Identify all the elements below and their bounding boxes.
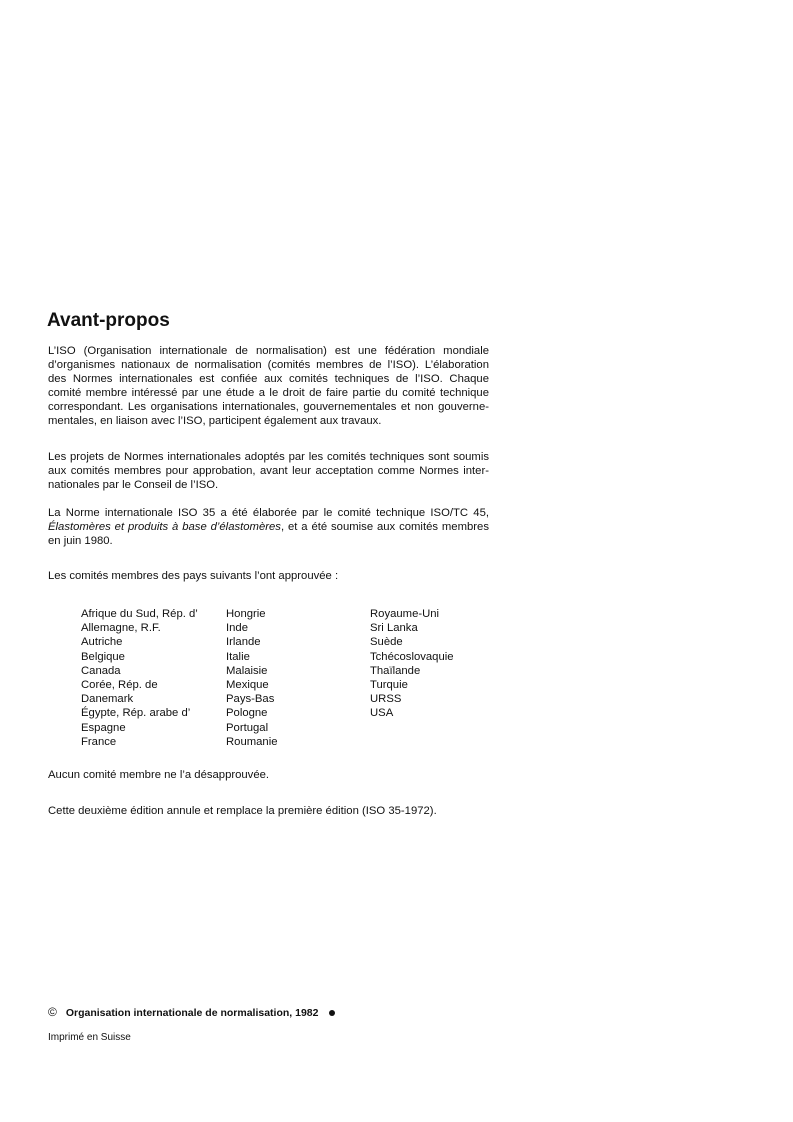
text-line: des Normes internationales est confiée aux comités techniques de l’ISO. Chaque bbox=[48, 373, 489, 385]
paragraph-approval-process bbox=[48, 450, 489, 492]
text-line: mentales, en liaison avec l’ISO, participent également aux travaux. bbox=[48, 415, 382, 427]
copyright-line bbox=[48, 1005, 335, 1019]
country-item: Allemagne, R.F. bbox=[81, 622, 161, 635]
text-line: La Norme internationale ISO 35 a été élaborée par le comité technique ISO/TC 45, bbox=[48, 507, 489, 519]
country-item: Inde bbox=[226, 622, 248, 635]
text-line: L’ISO (Organisation internationale de normalisation) est une fédération mondiale bbox=[48, 345, 489, 357]
text-line: d’organismes nationaux de normalisation (comités membres de l’ISO). L’élaboration bbox=[48, 359, 489, 371]
text-line: aux comités membres pour approbation, avant leur acceptation comme Normes inter- bbox=[48, 465, 489, 477]
country-item: Autriche bbox=[81, 636, 123, 649]
country-item: Irlande bbox=[226, 636, 261, 649]
copyright-icon: © bbox=[48, 1005, 57, 1019]
country-item: Turquie bbox=[370, 679, 408, 692]
country-item: Pologne bbox=[226, 707, 268, 720]
disapproval-note: Aucun comité membre ne l’a désapprouvée. bbox=[48, 769, 270, 781]
country-item: Thaïlande bbox=[370, 664, 421, 677]
country-item: Italie bbox=[226, 650, 250, 663]
printed-in: Imprimé en Suisse bbox=[48, 1032, 131, 1043]
country-item: Tchécoslovaquie bbox=[370, 650, 454, 663]
country-item: Afrique du Sud, Rép. d’ bbox=[81, 608, 198, 620]
copyright-text: Organisation internationale de normalisation, 1982 bbox=[65, 1007, 319, 1019]
country-item: Canada bbox=[81, 664, 121, 677]
text-line: nationales par le Conseil de l’ISO. bbox=[48, 479, 219, 491]
country-item: Espagne bbox=[81, 721, 126, 734]
country-item: Portugal bbox=[226, 721, 269, 734]
country-item: France bbox=[81, 735, 117, 748]
text-line: correspondant. Les organisations internationales, gouvernementales et non gouverne- bbox=[48, 401, 489, 413]
country-column-3 bbox=[370, 607, 454, 721]
country-column-1 bbox=[81, 607, 198, 749]
country-item: Hongrie bbox=[226, 608, 266, 620]
country-item: URSS bbox=[370, 693, 402, 706]
text-line: en juin 1980. bbox=[48, 535, 113, 547]
country-item: USA bbox=[370, 707, 394, 720]
country-item: Danemark bbox=[81, 693, 134, 706]
country-item: Pays-Bas bbox=[226, 693, 275, 706]
country-item: Mexique bbox=[226, 679, 269, 692]
page-title: Avant-propos bbox=[47, 310, 170, 331]
approval-intro: Les comités membres des pays suivants l’ont approuvée : bbox=[48, 570, 339, 582]
paragraph-iso-intro bbox=[48, 344, 489, 428]
paragraph-standard-origin bbox=[48, 506, 489, 548]
bullet-icon bbox=[329, 1010, 335, 1016]
text-fragment: , et a été soumise aux comités membres bbox=[280, 521, 489, 533]
country-item: Corée, Rép. de bbox=[81, 679, 158, 692]
country-item: Belgique bbox=[81, 650, 125, 663]
committee-title: Élastomères et produits à base d’élastomères bbox=[48, 521, 281, 533]
country-item: Royaume-Uni bbox=[370, 608, 440, 620]
country-item: Roumanie bbox=[226, 735, 278, 748]
text-line: comité membre intéressé par une étude a le droit de faire partie du comité technique bbox=[48, 387, 489, 399]
text-line: Les projets de Normes internationales adoptés par les comités techniques sont soumis bbox=[48, 451, 489, 463]
edition-note: Cette deuxième édition annule et remplace la première édition (ISO 35-1972). bbox=[48, 805, 437, 817]
country-item: Sri Lanka bbox=[370, 622, 418, 635]
country-item: Suède bbox=[370, 636, 403, 649]
country-item: Malaisie bbox=[226, 664, 268, 677]
country-item: Égypte, Rép. arabe d’ bbox=[81, 707, 191, 720]
country-column-2 bbox=[226, 607, 278, 749]
